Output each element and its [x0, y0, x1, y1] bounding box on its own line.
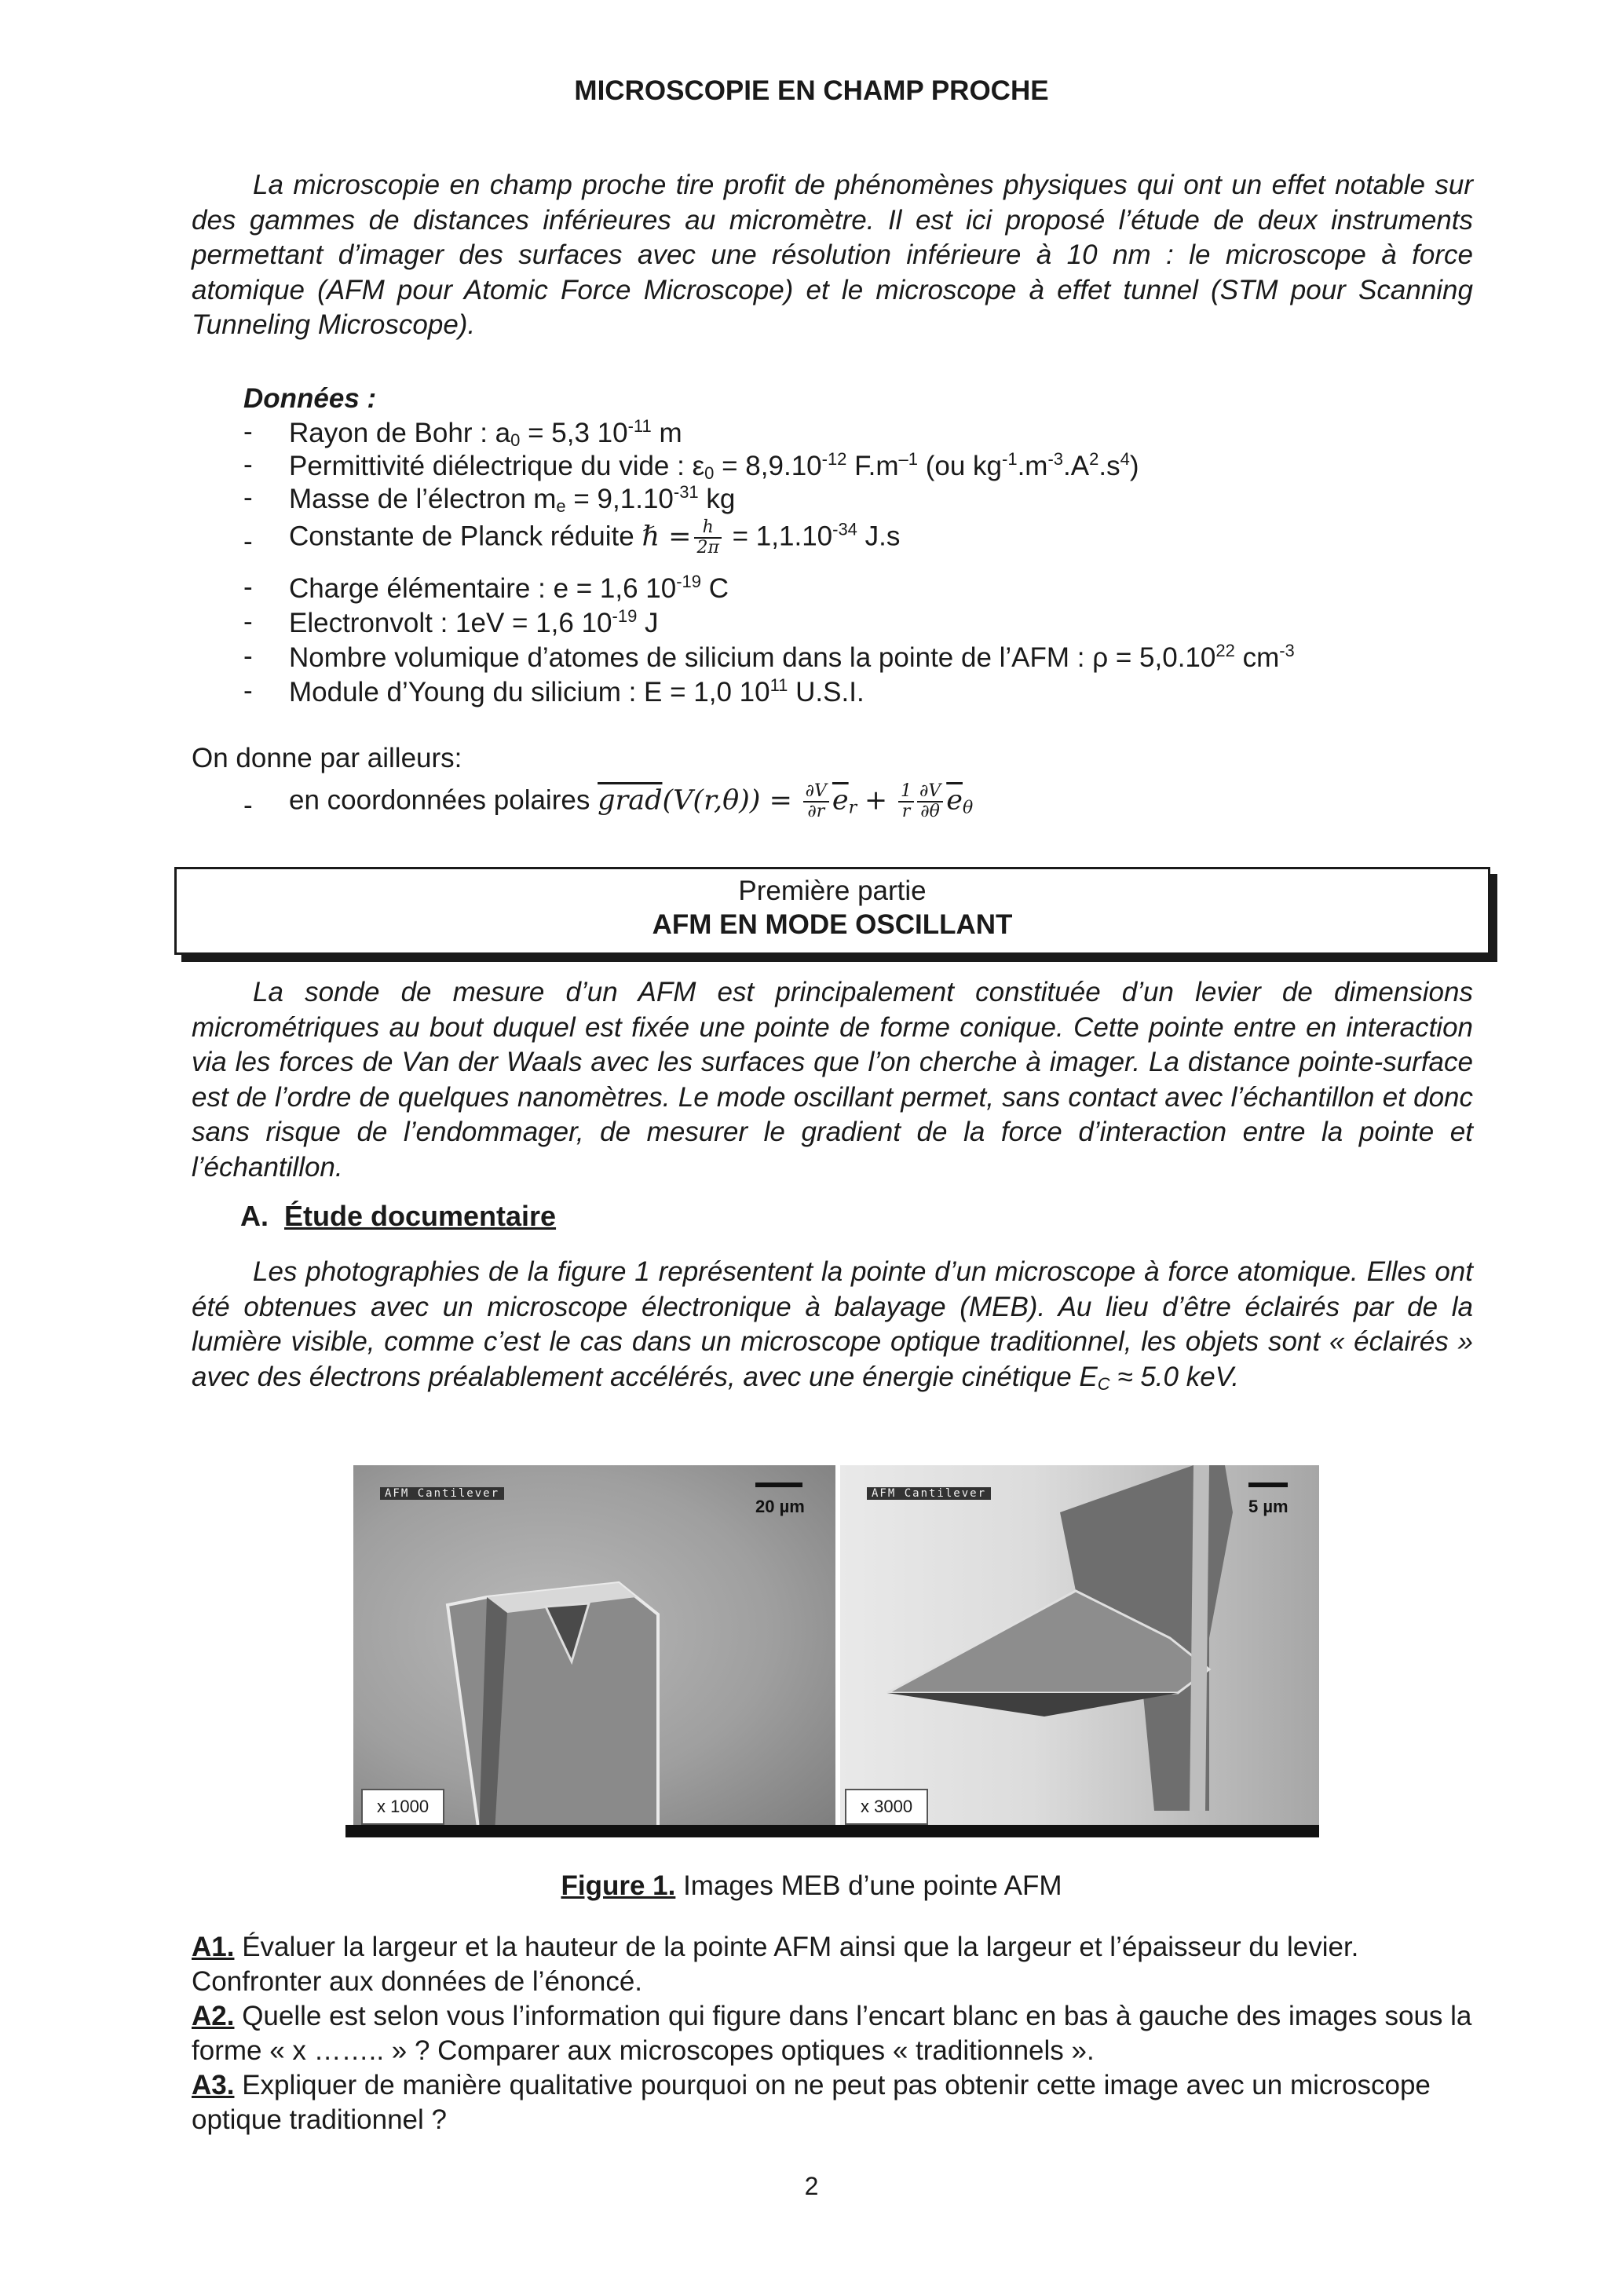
question-a2: A2. Quelle est selon vous l’information qui figure dans l’encart blanc en bas à gauche des images sous la forme « x …….. » ? Comparer aux microscopes optiques « traditionnels ».: [192, 2001, 1472, 2066]
section-a-paragraph: Les photographies de la figure 1 représentent la pointe d’un microscope à force atomique. Elles ont été obtenues avec un microscope électronique à balayage (MEB). Au lieu d’être éclairés par de la lumière visible, comme c’est le cas dans un microscope optique traditionnel, les objets sont « éclairés » avec des électrons préalablement accélérés, avec une énergie cinétique $E_C \approx 5.0$ keV.: [192, 1256, 1473, 1394]
donnees-heading: Données :: [243, 383, 377, 414]
page-number: 2: [804, 2172, 819, 2200]
sem-image-left: AFM Cantilever 20 µm x 1000: [353, 1465, 835, 1833]
cantilever-drawing-right: [840, 1465, 1319, 1833]
part-title: AFM EN MODE OSCILLANT: [652, 909, 1013, 940]
scale-bar-right: 5 µm: [1248, 1483, 1289, 1517]
magnification-box-left: x 1000: [361, 1789, 444, 1825]
figure-bottom-bar: [345, 1825, 1319, 1837]
page-title: MICROSCOPIE EN CHAMP PROCHE: [574, 75, 1049, 106]
figure-caption: Figure 1. Images MEB d’une pointe AFM: [561, 1870, 1062, 1901]
question-a3: A3. Expliquer de manière qualitative pourquoi on ne peut pas obtenir cette image avec un microscope optique traditionnel ?: [192, 2070, 1431, 2135]
magnification-box-right: x 3000: [845, 1789, 928, 1825]
polar-gradient-formula: en coordonnées polaires grad(V(r,θ)) = $\frac{\partial V}{\partial r}$ $\overline{e}_r$ + $\frac{1}{r}$ $\frac{\partial V}{\partial\theta}$ $\overline{e}_\theta$: [289, 781, 974, 821]
sem-image-right: AFM Cantilever 5 µm x 3000: [840, 1465, 1319, 1833]
donnees-list: - Rayon de Bohr : $a_0 = 5,3$ $10^{-11}$ m - Permittivité diélectrique du vide : $\varepsilon_0 = 8,9.10^{-12}$ $F.m^{-1}$ (ou $kg^{-1}.m^{-3}.A^2.s^4$) - Masse de l’électron $m_e = 9,1.10^{-31}$ kg - Constante de Planck réduite ℏ = $\frac{h}{2\pi}$ = $1,1.10^{-34}$ J.s - Charge élémentaire : e = 1,6 $10^{-19}$ C - Electronvolt : 1eV = 1,6 $10^{-19}$ J - Nombre volumique d’atomes de silicium dans la pointe de l’AFM : $\rho = 5,0.10^{22}$ $cm^{-3}$ - Module d’Young du silicium : E = 1,0 $10^{11}$ U.S.I.: [243, 416, 1295, 707]
ailleurs-list: - en coordonnées polaires grad(V(r,θ)) = $\frac{\partial V}{\partial r}$ $\overline{e}_r$ + $\frac{1}{r}$ $\frac{\partial V}{\partial\theta}$ $\overline{e}_\theta$: [243, 781, 974, 821]
part-label: Première partie: [738, 876, 927, 906]
cantilever-drawing-left: [353, 1465, 835, 1833]
figure-1: [353, 1465, 1319, 1841]
part-title-box: [174, 867, 1490, 955]
section-a-heading: A. Étude documentaire: [240, 1200, 557, 1232]
intro-paragraph: La microscopie en champ proche tire profit de phénomènes physiques qui ont un effet notable sur des gammes de distances inférieures au micromètre. Il est ici proposé l’étude de deux instruments permettant d’imager des surfaces avec une résolution inférieure à 10 nm : le microscope à force atomique (AFM pour Atomic Force Microscope) et le microscope à effet tunnel (STM pour Scanning Tunneling Microscope).: [192, 170, 1473, 340]
question-a1: A1. Évaluer la largeur et la hauteur de la pointe AFM ainsi que la largeur et l’épaisseur du levier. Confronter aux données de l’énoncé.: [192, 1932, 1359, 1997]
part-intro-paragraph: La sonde de mesure d’un AFM est principalement constituée d’un levier de dimensions micrométriques au bout duquel est fixée une pointe de forme conique. Cette pointe entre en interaction via les forces de Van der Waals avec les surfaces que l’on cherche à imager. La distance pointe-surface est de l’ordre de quelques nanomètres. Le mode oscillant permet, sans contact avec l’échantillon et donc sans risque de l’endommager, de mesurer le gradient de la force d’interaction entre la pointe et l’échantillon.: [192, 977, 1473, 1183]
scale-bar-left: 20 µm: [755, 1483, 805, 1517]
ailleurs-heading: On donne par ailleurs:: [192, 743, 462, 773]
